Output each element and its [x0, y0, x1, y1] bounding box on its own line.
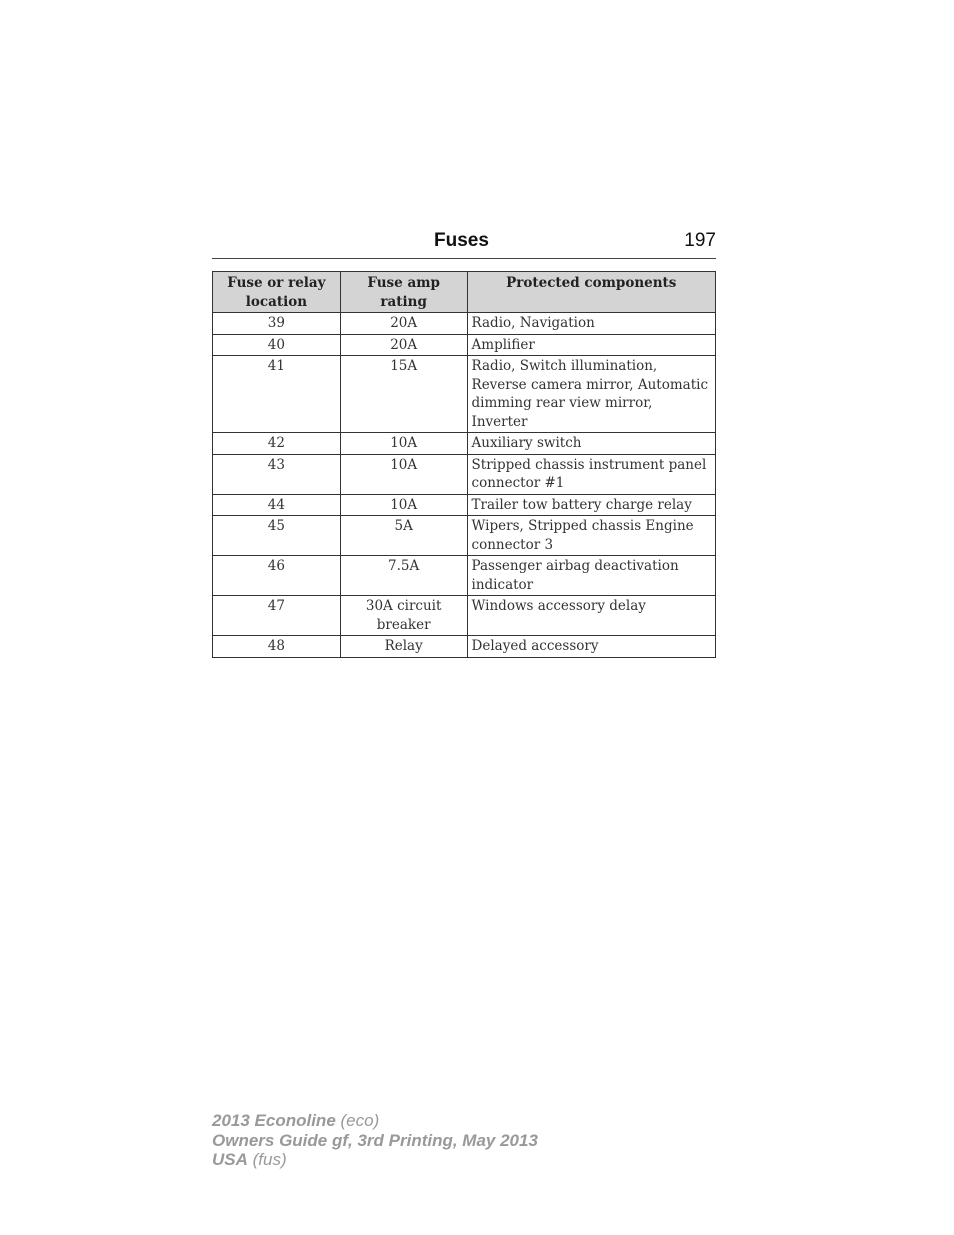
- column-header-components: Protected components: [467, 272, 715, 313]
- footer-line-vehicle: [212, 1111, 538, 1131]
- table-header-row: [213, 272, 716, 313]
- fuse-rating: 7.5A: [340, 556, 467, 596]
- protected-components: Radio, Switch illumination, Reverse camera mirror, Automatic dimming rear view mirror, Inverter: [467, 356, 715, 433]
- page-number: 197: [684, 230, 716, 251]
- protected-components: Passenger airbag deactivation indicator: [467, 556, 715, 596]
- table-row: [213, 334, 716, 356]
- table-row: [213, 636, 716, 658]
- footer-line-printing: [212, 1131, 538, 1151]
- protected-components: Trailer tow battery charge relay: [467, 494, 715, 516]
- fuse-location: 40: [213, 334, 341, 356]
- protected-components: Amplifier: [467, 334, 715, 356]
- footer-line-market: [212, 1150, 538, 1170]
- page-footer: [212, 1111, 538, 1170]
- section-title: Fuses: [434, 230, 489, 251]
- fuse-location: 44: [213, 494, 341, 516]
- fuse-rating: 20A: [340, 313, 467, 335]
- footer-market-name: USA: [212, 1150, 248, 1169]
- fuse-location: 45: [213, 516, 341, 556]
- column-header-rating: Fuse amp rating: [340, 272, 467, 313]
- page-header: [212, 228, 716, 259]
- fuse-location: 46: [213, 556, 341, 596]
- fuse-rating: 10A: [340, 494, 467, 516]
- fuse-location: 48: [213, 636, 341, 658]
- fuse-location: 43: [213, 454, 341, 494]
- footer-vehicle-name: 2013 Econoline: [212, 1111, 336, 1130]
- table-row: [213, 356, 716, 433]
- footer-vehicle-code: (eco): [340, 1111, 380, 1130]
- protected-components: Auxiliary switch: [467, 433, 715, 455]
- protected-components: Windows accessory delay: [467, 596, 715, 636]
- fuse-location: 39: [213, 313, 341, 335]
- fuse-location: 41: [213, 356, 341, 433]
- table-row: [213, 454, 716, 494]
- fuse-rating: 15A: [340, 356, 467, 433]
- fuse-table: [212, 271, 716, 658]
- fuse-rating: 30A circuit breaker: [340, 596, 467, 636]
- protected-components: Radio, Navigation: [467, 313, 715, 335]
- protected-components: Wipers, Stripped chassis Engine connector 3: [467, 516, 715, 556]
- fuse-rating: 10A: [340, 433, 467, 455]
- table-row: [213, 494, 716, 516]
- fuse-rating: Relay: [340, 636, 467, 658]
- table-row: [213, 313, 716, 335]
- footer-market-code: (fus): [252, 1150, 287, 1169]
- column-header-location: Fuse or relay location: [213, 272, 341, 313]
- table-row: [213, 556, 716, 596]
- table-row: [213, 433, 716, 455]
- table-row: [213, 596, 716, 636]
- footer-printing-info: Owners Guide gf, 3rd Printing, May 2013: [212, 1130, 538, 1150]
- table-row: [213, 516, 716, 556]
- fuse-rating: 10A: [340, 454, 467, 494]
- fuse-location: 42: [213, 433, 341, 455]
- protected-components: Delayed accessory: [467, 636, 715, 658]
- fuse-rating: 5A: [340, 516, 467, 556]
- protected-components: Stripped chassis instrument panel connector #1: [467, 454, 715, 494]
- fuse-rating: 20A: [340, 334, 467, 356]
- fuse-location: 47: [213, 596, 341, 636]
